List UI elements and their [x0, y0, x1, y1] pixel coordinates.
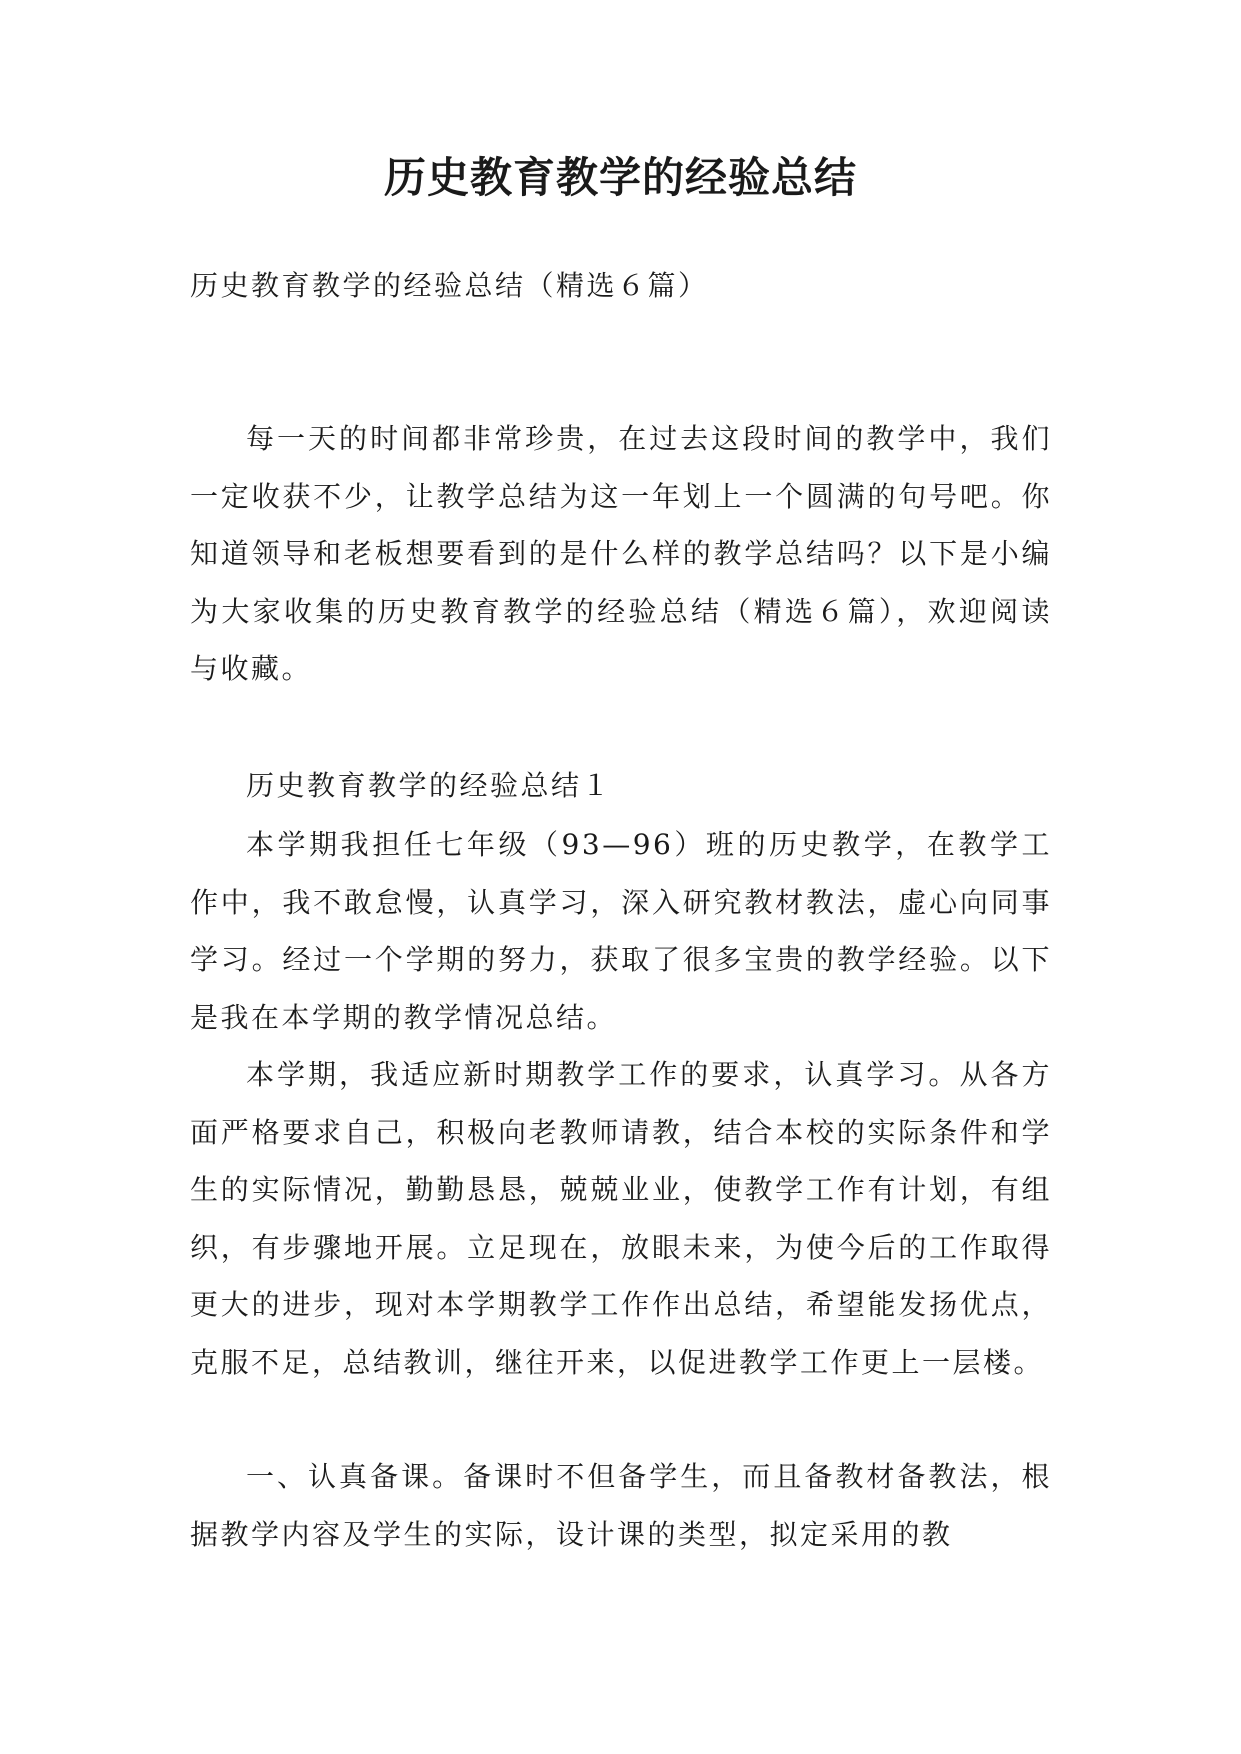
document-subtitle: 历史教育教学的经验总结（精选６篇）: [190, 269, 709, 302]
body-paragraph: 一、认真备课。备课时不但备学生，而且备教材备教法，根据教学内容及学生的实际，设计课的类型，拟定采用的教: [190, 1460, 1052, 1551]
body-paragraph: 本学期我担任七年级（93—96）班的历史教学，在教学工作中，我不敢怠慢，认真学习，深入研究教材教法，虚心向同事学习。经过一个学期的努力，获取了很多宝贵的教学经验。以下是我在本学期的教学情况总结。: [190, 828, 1052, 1034]
section-heading: 历史教育教学的经验总结１: [246, 769, 613, 802]
document-title: 历史教育教学的经验总结: [383, 153, 857, 202]
intro-paragraph: 每一天的时间都非常珍贵，在过去这段时间的教学中，我们一定收获不少，让教学总结为这一年划上一个圆满的句号吧。你知道领导和老板想要看到的是什么样的教学总结吗？以下是小编为大家收集的历史教育教学的经验总结（精选６篇），欢迎阅读与收藏。: [190, 422, 1052, 685]
body-paragraph: 本学期，我适应新时期教学工作的要求，认真学习。从各方面严格要求自己，积极向老教师请教，结合本校的实际条件和学生的实际情况，勤勤恳恳，兢兢业业，使教学工作有计划，有组织，有步骤地开展。立足现在，放眼未来，为使今后的工作取得更大的进步，现对本学期教学工作作出总结，希望能发扬优点，克服不足，总结教训，继往开来，以促进教学工作更上一层楼。: [190, 1058, 1052, 1379]
